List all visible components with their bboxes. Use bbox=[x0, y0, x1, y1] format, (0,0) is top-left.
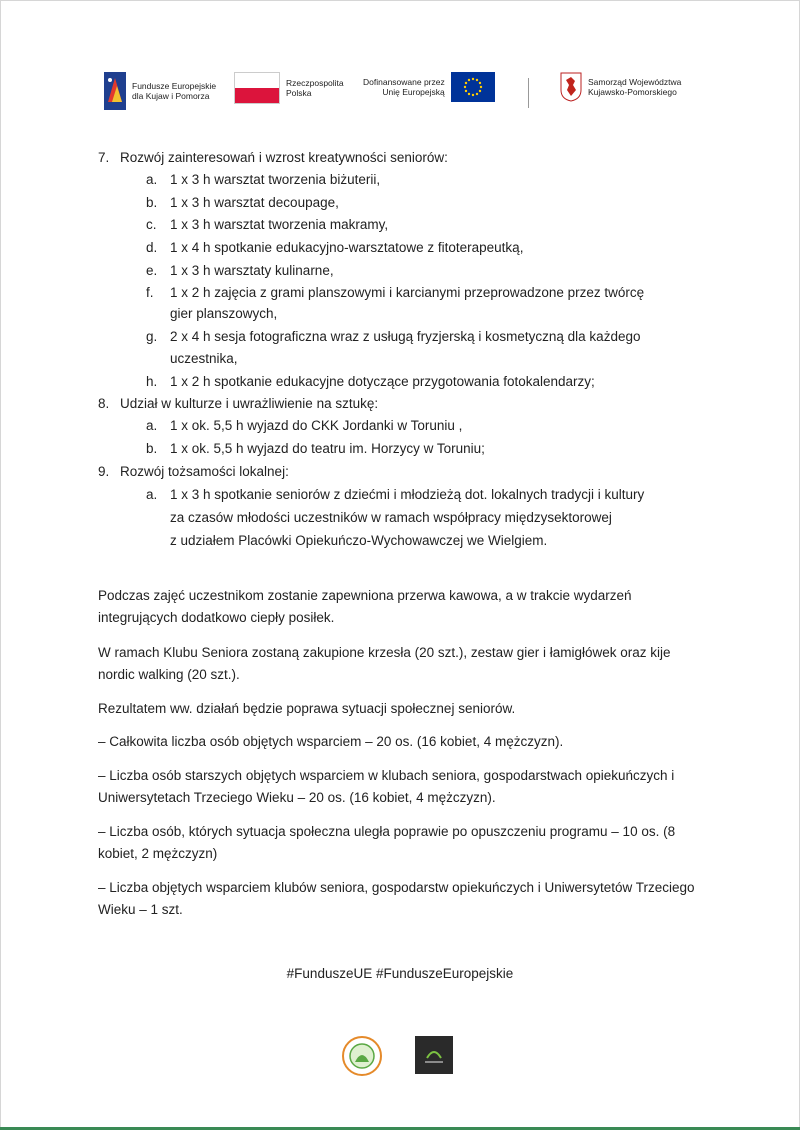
list-number: 9. bbox=[98, 464, 110, 479]
list-heading: Rozwój tożsamości lokalnej: bbox=[120, 464, 289, 479]
sublist-item: 1 x 3 h warsztat tworzenia makramy, bbox=[170, 217, 389, 232]
sublist-marker: a. bbox=[146, 487, 158, 502]
indicator-clubs: – Liczba objętych wsparciem klubów seniora, gospodarstw opiekuńczych i Uniwersytetów Trzeciego Wieku – 1 szt. bbox=[98, 880, 695, 917]
fe-logo bbox=[104, 72, 216, 110]
eu-logo-text bbox=[363, 77, 445, 97]
indicator-seniors: – Liczba osób starszych objętych wsparciem w klubach seniora, gospodarstwach opiekuńczych i Uniwersytetach Trzeciego Wieku – 20 os. (16 kobiet, 4 mężczyzn). bbox=[98, 768, 675, 805]
sublist-item: 1 x ok. 5,5 h wyjazd do CKK Jordanki w Toruniu , bbox=[170, 418, 463, 433]
griffin-crest-icon bbox=[560, 72, 582, 102]
sublist-item: 1 x 2 h spotkanie edukacyjne dotyczące przygotowania fotokalendarzy; bbox=[170, 374, 595, 389]
eu-logo-line2: Unię Europejską bbox=[382, 87, 445, 97]
sublist-item: 1 x 3 h warsztaty kulinarne, bbox=[170, 263, 334, 278]
sublist-item: 1 x 2 h zajęcia z grami planszowymi i karcianymi przeprowadzone przez twórcę bbox=[170, 285, 645, 300]
partner-square-logo-icon bbox=[415, 1036, 453, 1074]
sublist-marker: b. bbox=[146, 195, 158, 210]
eu-logo-line1: Dofinansowane przez bbox=[363, 77, 445, 87]
pl-logo-line2: Polska bbox=[286, 88, 312, 98]
paragraph-result: Rezultatem ww. działań będzie poprawa sytuacji społecznej seniorów. bbox=[98, 701, 516, 716]
kp-logo-line1: Samorząd Województwa bbox=[588, 77, 682, 87]
paragraph-coffee-break: Podczas zajęć uczestnikom zostanie zapewniona przerwa kawowa, a w trakcie wydarzeń integrujących dodatkowo ciepły posiłek. bbox=[98, 588, 632, 625]
sublist-item-continuation: za czasów młodości uczestników w ramach współpracy międzysektorowej bbox=[170, 510, 612, 525]
list-heading: Rozwój zainteresowań i wzrost kreatywności seniorów: bbox=[120, 150, 448, 165]
sublist-marker: b. bbox=[146, 441, 158, 456]
partner-square-mark-icon bbox=[415, 1036, 453, 1074]
indicator-improvement: – Liczba osób, których sytuacja społeczna uległa poprawie po opuszczeniu programu – 10 os. (8 kobiet, 2 mężczyzn) bbox=[98, 824, 676, 861]
sublist-item: 1 x 4 h spotkanie edukacyjno-warsztatowe z fitoterapeutką, bbox=[170, 240, 524, 255]
kp-logo bbox=[560, 72, 681, 102]
sublist-marker: h. bbox=[146, 374, 158, 389]
fe-logo-line2: dla Kujaw i Pomorza bbox=[132, 91, 210, 101]
pl-logo-text bbox=[286, 78, 344, 98]
sublist-item: 1 x 3 h warsztat decoupage, bbox=[170, 195, 339, 210]
list-heading: Udział w kulturze i uwrażliwienie na sztukę: bbox=[120, 396, 379, 411]
indicator-total: – Całkowita liczba osób objętych wsparciem – 20 os. (16 kobiet, 4 mężczyzn). bbox=[98, 734, 564, 749]
sublist-item-continuation: z udziałem Placówki Opiekuńczo-Wychowawczej we Wielgiem. bbox=[170, 533, 548, 548]
sublist-marker: g. bbox=[146, 329, 158, 344]
kp-logo-line2: Kujawsko-Pomorskiego bbox=[588, 87, 677, 97]
pl-logo-line1: Rzeczpospolita bbox=[286, 78, 344, 88]
sublist-item: 2 x 4 h sesja fotograficzna wraz z usługą fryzjerską i kosmetyczną dla każdego bbox=[170, 329, 641, 344]
list-number: 7. bbox=[98, 150, 110, 165]
pl-logo bbox=[234, 72, 344, 104]
sublist-marker: a. bbox=[146, 418, 158, 433]
eu-flag-icon bbox=[451, 72, 495, 102]
paragraph-purchases: W ramach Klubu Seniora zostaną zakupione krzesła (20 szt.), zestaw gier i łamigłówek oraz kije nordic walking (20 szt.). bbox=[98, 645, 671, 682]
sublist-item-continuation: uczestnika, bbox=[170, 351, 238, 366]
sublist-marker: a. bbox=[146, 172, 158, 187]
logo-separator bbox=[528, 78, 529, 108]
sublist-item: 1 x ok. 5,5 h wyjazd do teatru im. Horzycy w Toruniu; bbox=[170, 441, 485, 456]
list-number: 8. bbox=[98, 396, 110, 411]
sublist-marker: f. bbox=[146, 285, 154, 300]
poland-flag-icon bbox=[234, 72, 280, 104]
hashtags: #FunduszeUE #FunduszeEuropejskie bbox=[286, 966, 514, 981]
sublist-marker: e. bbox=[146, 263, 158, 278]
fe-logo-line1: Fundusze Europejskie bbox=[132, 81, 217, 91]
eu-logo bbox=[363, 72, 495, 102]
sublist-item: 1 x 3 h warsztat tworzenia biżuterii, bbox=[170, 172, 381, 187]
fe-logo-text bbox=[132, 81, 216, 101]
fe-mark-icon bbox=[104, 72, 126, 110]
partner-circle-logo-icon bbox=[342, 1036, 382, 1076]
header-logos bbox=[0, 72, 800, 116]
kp-logo-text bbox=[588, 77, 681, 97]
sublist-marker: c. bbox=[146, 217, 157, 232]
sublist-marker: d. bbox=[146, 240, 158, 255]
sublist-item: 1 x 3 h spotkanie seniorów z dziećmi i młodzieżą dot. lokalnych tradycji i kultury bbox=[170, 487, 645, 502]
sublist-item-continuation: gier planszowych, bbox=[170, 306, 278, 321]
